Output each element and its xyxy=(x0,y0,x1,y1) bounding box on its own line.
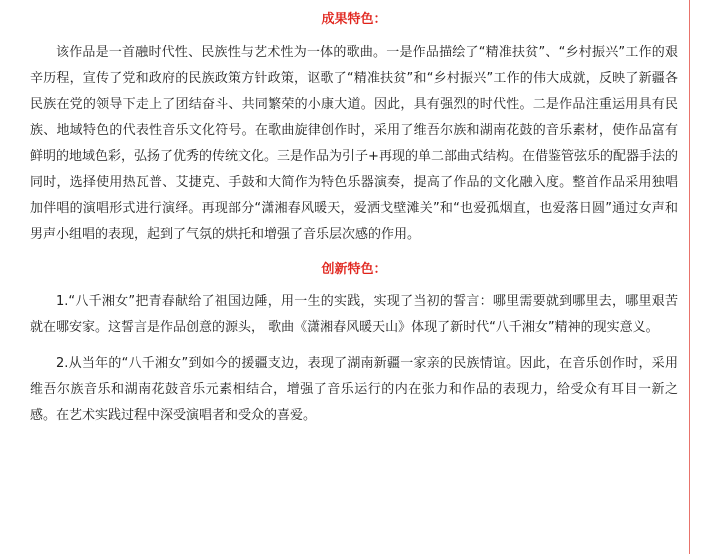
innovation-paragraph-2: 2.从当年的“八千湘女”到如今的援疆支边，表现了湖南新疆一家亲的民族情谊。因此，在音乐创作时，采用维吾尔族音乐和湖南花鼓音乐元素相结合，增强了音乐运行的内在张力和作品的表现力，给受众有耳目一新之感。在艺术实践过程中深受演唱者和受众的喜爱。 xyxy=(30,356,678,423)
article-content xyxy=(30,0,678,429)
achievement-heading: 成果特色： xyxy=(321,12,387,27)
innovation-paragraph-1: 1.“八千湘女”把青春献给了祖国边陲，用一生的实践，实现了当初的誓言：哪里需要就到哪里去，哪里艰苦就在哪安家。这誓言是作品创意的源头， 歌曲《潇湘春风暖天山》体现了新时代“八千湘女”精神的现实意义。 xyxy=(30,294,678,335)
achievement-paragraph: 该作品是一首融时代性、民族性与艺术性为一体的歌曲。一是作品描绘了“精准扶贫”、“乡村振兴”工作的艰辛历程，宣传了党和政府的民族政策方针政策，讴歌了“精准扶贫”和“乡村振兴”工作的伟大成就，反映了新疆各民族在党的领导下走上了团结奋斗、共同繁荣的小康大道。因此，具有强烈的时代性。二是作品注重运用具有民族、地域特色的代表性音乐文化符号。在歌曲旋律创作时，采用了维吾尔族和湖南花鼓的音乐素材，使作品富有鲜明的地域色彩，弘扬了优秀的传统文化。三是作品为引子+再现的单二部曲式结构。在借鉴管弦乐的配器手法的同时，选择使用热瓦普、艾捷克、手鼓和大简作为特色乐器演奏，提高了作品的文化融入度。整首作品采用独唱加伴唱的演唱形式进行演绎。再现部分“潇湘春风暖天，爱洒戈壁滩关”和“也爱孤烟直，也爱落日圆”通过女声和男声小组唱的表现，起到了气氛的烘托和增强了音乐层次感的作用。 xyxy=(30,45,678,242)
innovation-heading: 创新特色： xyxy=(321,262,387,277)
